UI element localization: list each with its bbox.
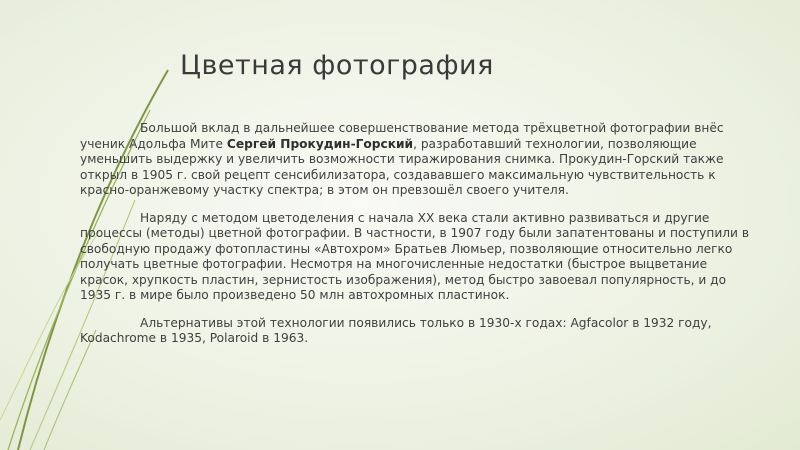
slide-title: Цветная фотография xyxy=(180,50,494,81)
paragraph-1-bold-name: Сергей Прокудин-Горский xyxy=(226,136,414,151)
paragraph-1-text-after: , разработавший технологии, позволяющие уменьшить выдержку и увеличить возможности тиражирования снимка. Прокудин-Горский также открыл в 1905 г. свой рецепт сенсибилизатора, создававшего максимальную чувствительность к красно-оранжевому участку спектра; в этом он превзошёл своего учителя. xyxy=(80,136,724,197)
slide-body xyxy=(80,121,752,359)
paragraph-prokudin-gorsky xyxy=(80,121,752,199)
paragraph-autochrome: Наряду с методом цветоделения с начала XX века стали активно развиваться и другие процессы (методы) цветной фотографии. В частности, в 1907 году были запатентованы и поступили в свободную продажу фотопластины «Автохром» Братьев Люмьер, позволяющие относительно легко получать цветные фотографии. Несмотря на многочисленные недостатки (быстрое выцветание красок, хрупкость пластин, зернистость изображения), метод быстро завоевал популярность, и до 1935 г. в мире было произведено 50 млн автохромных пластинок. xyxy=(80,210,750,302)
paragraph-alternatives: Альтернативы этой технологии появились только в 1930-х годах: Agfacolor в 1932 году, Kodachrome в 1935, Polaroid в 1963. xyxy=(80,315,712,345)
paragraph-1-text-before: Большой вклад в дальнейшее совершенствование метода трёхцветной фотографии внёс ученик Адольфа Мите xyxy=(80,121,724,151)
